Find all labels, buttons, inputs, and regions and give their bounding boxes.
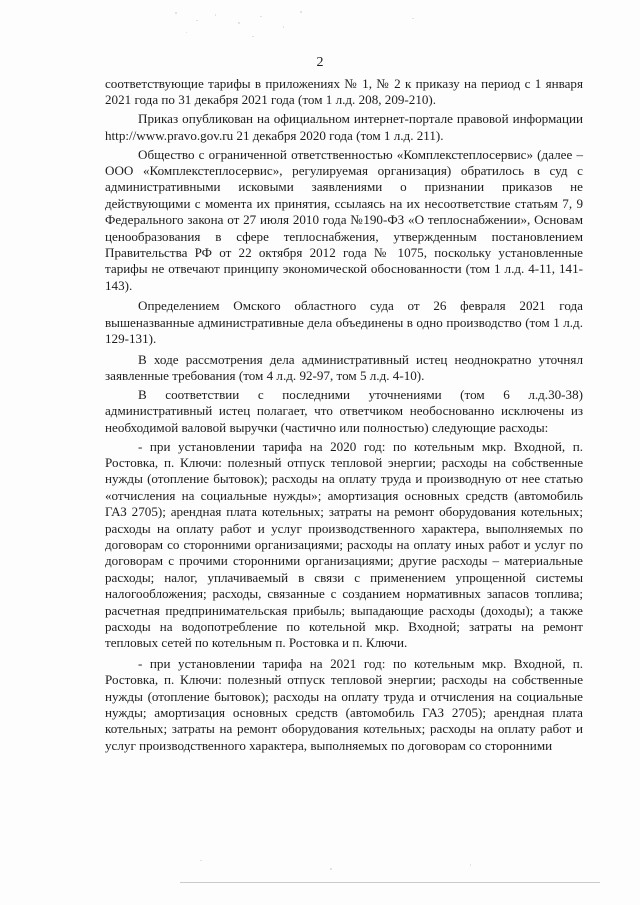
- scan-noise: [238, 22, 240, 24]
- scan-noise: [215, 14, 216, 16]
- scan-noise: [252, 36, 254, 37]
- paragraph: - при установлении тарифа на 2020 год: по котельным мкр. Входной, п. Ростовка, п. Ключи: полезный отпуск тепловой энергии; расходы на собственные нужды (отопление бытовок); расходы на оплату труда и производную от нее статью «отчисления на социальные нужды»; амортизация основных средств (автомобиль ГАЗ 2705); арендная плата котельных; затраты на ремонт оборудования котельных; расходы на оплату работ и услуг производственного характера, выполняемых по договорам со сторонними организациями; расходы на оплату иных работ и услуг по договорам с прочими сторонними организациями; другие расходы – материальные расходы; налог, уплачиваемый в связи с применением упрощенной системы налогообложения; расходы, связанные с созданием нормативных запасов топлива; расчетная предпринимательская прибыль; выпадающие расходы (доходы); а также расходы на водопотребление по котельной мкр. Входной; затраты на ремонт тепловых сетей по котельным п. Ростовка и п. Ключи.: [105, 438, 583, 651]
- paragraph: Общество с ограниченной ответственностью «Комплекстеплосервис» (далее – ООО «Комплекстеплосервис», регулируемая организация) обратилось в суд с административными исковыми заявлениями о признании приказов не действующими с момента их принятия, ссылаясь на их несоответствие статьям 7, 9 Федерального закона от 27 июля 2010 года №190-ФЗ «О теплоснабжении», Основам ценообразования в сфере теплоснабжения, утвержденным постановлением Правительства РФ от 22 октября 2012 года № 1075, поскольку установленные тарифы не отвечают принципу экономической обоснованности (том 1 л.д. 4-11, 141-143).: [105, 146, 583, 293]
- scan-noise: [330, 868, 332, 870]
- paragraph: соответствующие тарифы в приложениях № 1, № 2 к приказу на период с 1 января 2021 года по 31 декабря 2021 года (том 1 л.д. 208, 209-210).: [105, 76, 583, 108]
- scan-edge-line: [180, 882, 600, 883]
- scan-noise: [470, 864, 471, 866]
- scan-noise: [260, 16, 262, 17]
- scan-noise: [283, 26, 284, 28]
- paragraph: В соответствии с последними уточнениями (том 6 л.д.30-38) административный истец полагает, что ответчиком необоснованно исключены из необходимой валовой выручки (частично или полностью) следующие расходы:: [105, 386, 583, 435]
- paragraph: Определением Омского областного суда от 26 февраля 2021 года вышеназванные административные дела объединены в одно производство (том 1 л.д. 129-131).: [105, 298, 583, 347]
- paragraph: - при установлении тарифа на 2021 год: по котельным мкр. Входной, п. Ростовка, п. Ключи: полезный отпуск тепловой энергии; расходы на собственные нужды (отопление бытовок); расходы на оплату труда и отчисления на социальные нужды; амортизация основных средств (автомобиль ГАЗ 2705); арендная плата котельных; затраты на ремонт оборудования котельных; расходы на оплату работ и услуг производственного характера, выполняемых по договорам со сторонними: [105, 655, 583, 753]
- paragraph: Приказ опубликован на официальном интернет-портале правовой информации http://www.pravo.gov.ru 21 декабря 2020 года (том 1 л.д. 211).: [105, 111, 583, 143]
- scan-noise: [175, 12, 177, 14]
- document-body: [105, 76, 583, 757]
- scan-noise: [300, 11, 302, 13]
- scan-noise: [196, 20, 198, 21]
- scan-noise: [412, 18, 414, 19]
- paragraph: В ходе рассмотрения дела административный истец неоднократно уточнял заявленные требования (том 4 л.д. 92-97, том 5 л.д. 4-10).: [105, 351, 583, 383]
- scan-noise: [200, 860, 202, 861]
- scan-noise: [186, 32, 187, 33]
- page-number: 2: [316, 55, 324, 70]
